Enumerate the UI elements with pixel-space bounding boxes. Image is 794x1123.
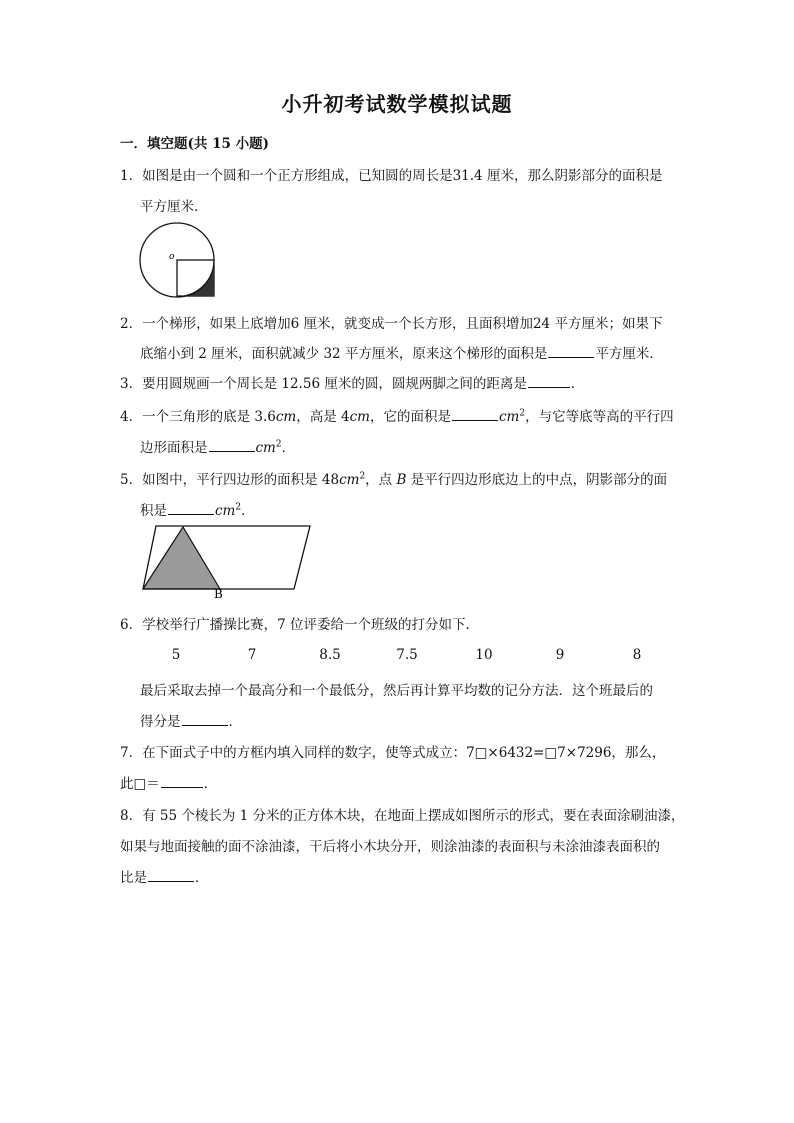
q6-score: 7.5 xyxy=(396,647,418,663)
q4-text3: ，它的面积是 xyxy=(370,409,451,425)
q4-answer-blank-2[interactable] xyxy=(209,450,255,452)
q6-line1: 6．学校举行广播操比赛，7 位评委给一个班级的打分如下． xyxy=(120,617,479,633)
q5-text2: ，点 xyxy=(365,472,397,488)
q2-line2 xyxy=(140,342,663,362)
q4-sup1: 2 xyxy=(519,408,526,419)
q5-text1: 5．如图中，平行四边形的面积是 48 xyxy=(120,472,340,488)
q5-line2 xyxy=(140,499,255,519)
q1-line2: 平方厘米． xyxy=(140,199,208,215)
q5-unit1: cm xyxy=(339,472,360,488)
q5-text5: ． xyxy=(241,503,255,519)
q7-line1: 7．在下面式子中的方框内填入同样的数字，使等式成立：7□×6432=□7×7296，那么， xyxy=(120,745,666,761)
q6-answer-blank[interactable] xyxy=(182,724,228,726)
q4-line2 xyxy=(140,436,295,456)
q6-score: 8.5 xyxy=(319,647,341,663)
q4-line1 xyxy=(120,405,674,425)
q2-text2: 平方厘米． xyxy=(595,346,663,362)
q8-text2: ． xyxy=(195,870,209,886)
q6-score: 10 xyxy=(475,647,493,663)
q4-text2: ，高是 4 xyxy=(296,409,350,425)
q4-unit2: cm xyxy=(349,409,370,425)
q5-point-label: B xyxy=(214,587,223,600)
q6-text2: ． xyxy=(228,714,242,730)
q5-figure xyxy=(138,522,314,600)
q8-line1: 8．有 55 个棱长为 1 分米的正方体木块，在地面上摆成如图所示的形式，要在表面涂刷油漆， xyxy=(120,808,685,824)
q4-text4: ，与它等底等高的平行四 xyxy=(525,409,674,425)
page-title: 小升初考试数学模拟试题 xyxy=(281,92,513,116)
q6-line2: 最后采取去掉一个最高分和一个最低分，然后再计算平均数的记分方法．这个班最后的 xyxy=(140,683,653,699)
q8-line2: 如果与地面接触的面不涂油漆，干后将小木块分开，则涂油漆的表面积与未涂油漆表面积的 xyxy=(120,839,660,855)
q5-sup2: 2 xyxy=(235,502,242,513)
q3-answer-blank[interactable] xyxy=(528,386,570,388)
q3-text2: ． xyxy=(570,376,585,392)
q5-text4: 积是 xyxy=(140,503,167,519)
q6-text1: 得分是 xyxy=(140,714,181,730)
q7-text2: ． xyxy=(203,776,218,792)
q1-line1: 1．如图是由一个圆和一个正方形组成，已知圆的周长是31.4 厘米，那么阴影部分的面积是 xyxy=(120,168,663,184)
q1-center-label: o xyxy=(169,252,175,262)
q5-point: B xyxy=(396,472,407,488)
q6-line3 xyxy=(140,710,242,730)
q6-score: 7 xyxy=(247,647,257,663)
q8-line3 xyxy=(120,866,209,886)
q4-text6: ． xyxy=(281,440,296,456)
q7-answer-blank[interactable] xyxy=(161,786,203,788)
q3-line1 xyxy=(120,372,584,392)
q4-unit1: cm xyxy=(275,409,297,425)
q1-figure xyxy=(138,222,220,298)
q4-text1: 4．一个三角形的底是 3.6 xyxy=(120,409,276,425)
q5-line1 xyxy=(120,468,667,488)
q7-text1: 此□＝ xyxy=(120,776,160,792)
q6-score: 9 xyxy=(555,647,565,663)
q6-score: 5 xyxy=(171,647,181,663)
q2-answer-blank[interactable] xyxy=(548,356,594,358)
q3-text1: 3．要用圆规画一个周长是 12.56 厘米的圆，圆规两脚之间的距离是 xyxy=(120,376,527,392)
q8-text1: 比是 xyxy=(120,870,147,886)
q4-sup2: 2 xyxy=(275,439,282,450)
q5-unit2: cm xyxy=(215,503,236,519)
q4-answer-blank-1[interactable] xyxy=(452,419,498,421)
q5-text3: 是平行四边形底边上的中点，阴影部分的面 xyxy=(406,472,668,488)
q6-score: 8 xyxy=(632,647,642,663)
q4-unit3: cm xyxy=(499,409,520,425)
q2-text1: 底缩小到 2 厘米，面积就减少 32 平方厘米，原来这个梯形的面积是 xyxy=(140,346,548,362)
q5-answer-blank[interactable] xyxy=(168,513,214,515)
q2-line1: 2．一个梯形，如果上底增加6 厘米，就变成一个长方形，且面积增加24 平方厘米；如果下 xyxy=(120,316,663,332)
q4-unit4: cm xyxy=(255,440,276,456)
q8-answer-blank[interactable] xyxy=(148,880,194,882)
section-heading: 一．填空题(共 15 小题) xyxy=(120,136,269,152)
q7-line2 xyxy=(120,772,217,792)
q4-text5: 边形面积是 xyxy=(140,440,208,456)
q5-sup1: 2 xyxy=(359,471,366,482)
